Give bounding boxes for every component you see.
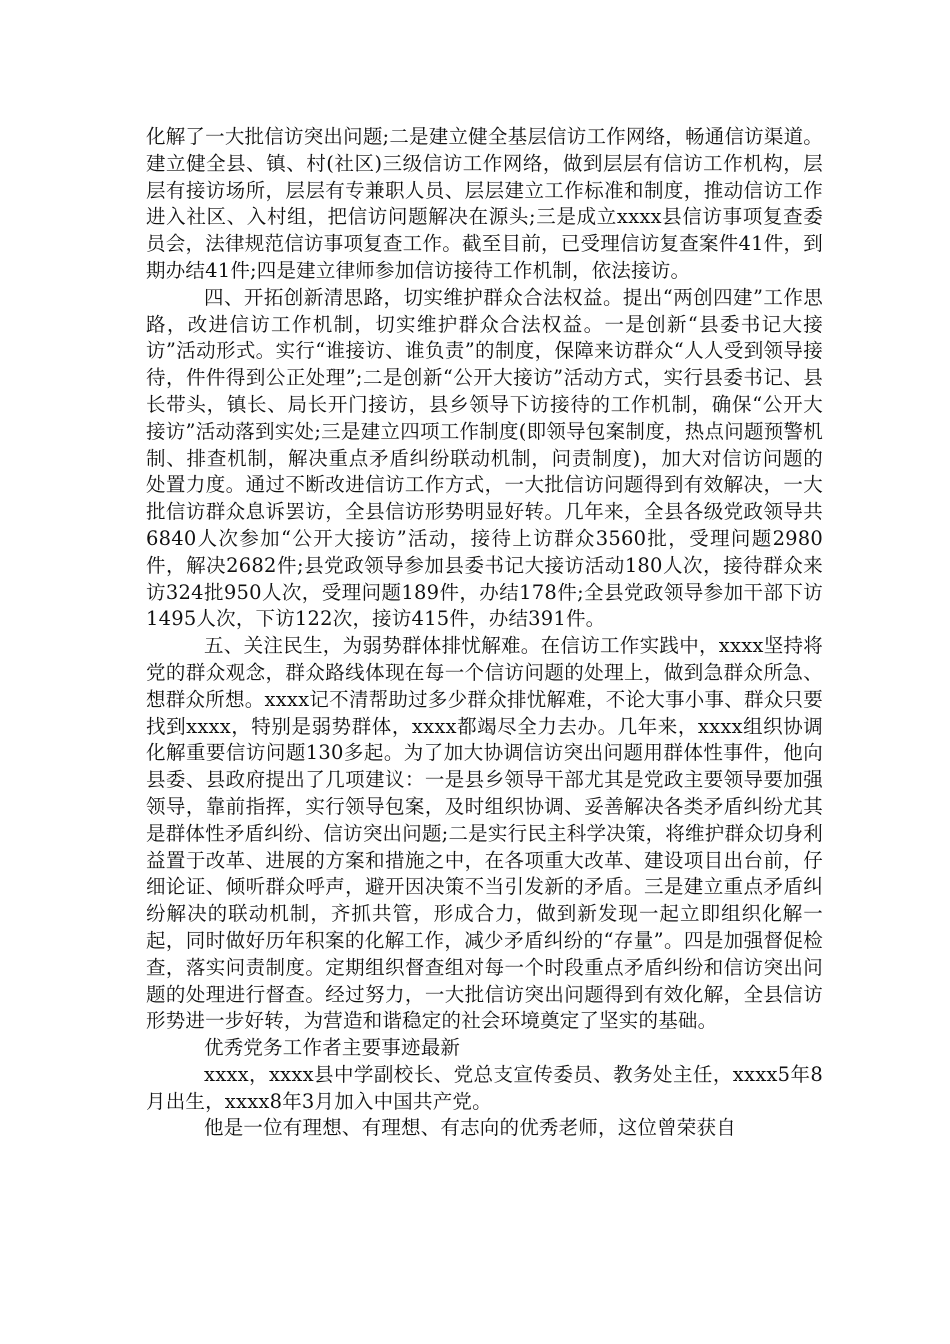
paragraph-continuation: 化解了一大批信访突出问题;二是建立健全基层信访工作网络，畅通信访渠道。建立健全县、镇、村(社区)三级信访工作网络，做到层层有信访工作机构，层层有接访场所，层层有专兼职人员、层层建立工作标准和制度，推动信访工作进入社区、入村组，把信访问题解决在源头;三是成立xxxx县信访事项复查委员会，法律规范信访事项复查工作。截至目前，已受理信访复查案件41件，到期办结41件;四是建立律师参加信访接待工作机制，依法接访。 (146, 125, 823, 282)
document-body (146, 124, 823, 1142)
paragraph-section-five: 五、关注民生，为弱势群体排忧解难。在信访工作实践中，xxxx坚持将党的群众观念，群众路线体现在每一个信访问题的处理上，做到急群众所急、想群众所想。xxxx记不清帮助过多少群众排忧解难，不论大事小事、群众只要找到xxxx，特别是弱势群体，xxxx都竭尽全力去办。几年来，xxxx组织协调化解重要信访问题130多起。为了加大协调信访突出问题用群体性事件，他向县委、县政府提出了几项建议：一是县乡领导干部尤其是党政主要领导要加强领导，靠前指挥，实行领导包案，及时组织协调、妥善解决各类矛盾纠纷尤其是群体性矛盾纠纷、信访突出问题;二是实行民主科学决策，将维护群众切身利益置于改革、进展的方案和措施之中，在各项重大改革、建设项目出台前，仔细论证、倾听群众呼声，避开因决策不当引发新的矛盾。三是建立重点矛盾纠纷解决的联动机制，齐抓共管，形成合力，做到新发现一起立即组织化解一起，同时做好历年积案的化解工作，减少矛盾纠纷的“存量”。四是加强督促检查，落实问责制度。定期组织督查组对每一个时段重点矛盾纠纷和信访突出问题的处理进行督查。经过努力，一大批信访突出问题得到有效化解，全县信访形势进一步好转，为营造和谐稳定的社会环境奠定了坚实的基础。 (146, 634, 823, 1033)
paragraph-closing: 他是一位有理想、有理想、有志向的优秀老师，这位曾荣获自 (204, 1116, 736, 1140)
paragraph-section-four: 四、开拓创新清思路，切实维护群众合法权益。提出“两创四建”工作思路，改进信访工作机制，切实维护群众合法权益。一是创新“县委书记大接访”活动形式。实行“谁接访、谁负责”的制度，保障来访群众“人人受到领导接待，件件得到公正处理”;二是创新“公开大接访”活动方式，实行县委书记、县长带头，镇长、局长开门接访，县乡领导下访接待的工作机制，确保“公开大接访”活动落到实处;三是建立四项工作制度(即领导包案制度，热点问题预警机制、排查机制，解决重点矛盾纠纷联动机制，问责制度)，加大对信访问题的处置力度。通过不断改进信访工作方式，一大批信访问题得到有效解决，一大批信访群众息诉罢访，全县信访形势明显好转。几年来，全县各级党政领导共6840人次参加“公开大接访”活动，接待上访群众3560批，受理问题2980件，解决2682件;县党政领导参加县委书记大接访活动180人次，接待群众来访324批950人次，受理问题189件，办结178件;全县党政领导参加干部下访1495人次，下访122次，接访415件，办结391件。 (146, 285, 823, 631)
paragraph-biography: xxxx，xxxx县中学副校长、党总支宣传委员、教务处主任，xxxx5年8月出生，xxxx8年3月加入中国共产党。 (146, 1062, 823, 1113)
article-title: 优秀党务工作者主要事迹最新 (204, 1036, 461, 1060)
